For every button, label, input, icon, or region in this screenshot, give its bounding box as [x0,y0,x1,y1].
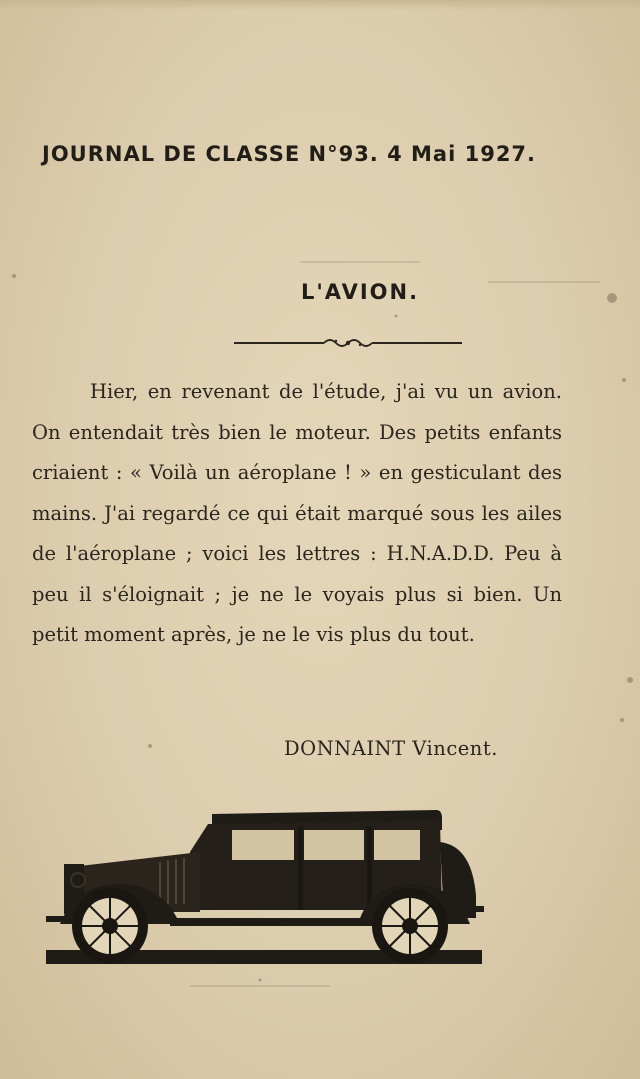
article-paragraph: Hier, en revenant de l'étude, j'ai vu un avion. On entendait très bien le moteur. Des petits enfants criaient : « Voilà un aéroplane ! » en gesticulant des mains. J'ai regardé ce qui était marqué sous les ailes de l'aéroplane ; voici les lettres : H.N.A.D.D. Peu à peu il s'éloignait ; je ne le voyais plus si bien. Un petit moment après, je ne le vis plus du tout. [32,380,562,646]
ornament-divider-icon [232,334,464,350]
page-edge [0,0,640,10]
article-body [32,372,562,656]
author-signature: DONNAINT Vincent. [284,737,498,760]
vintage-sedan-car-icon [40,800,500,980]
journal-header: JOURNAL DE CLASSE N°93. 4 Mai 1927. [42,142,537,166]
article-title: L'AVION. [300,280,420,304]
